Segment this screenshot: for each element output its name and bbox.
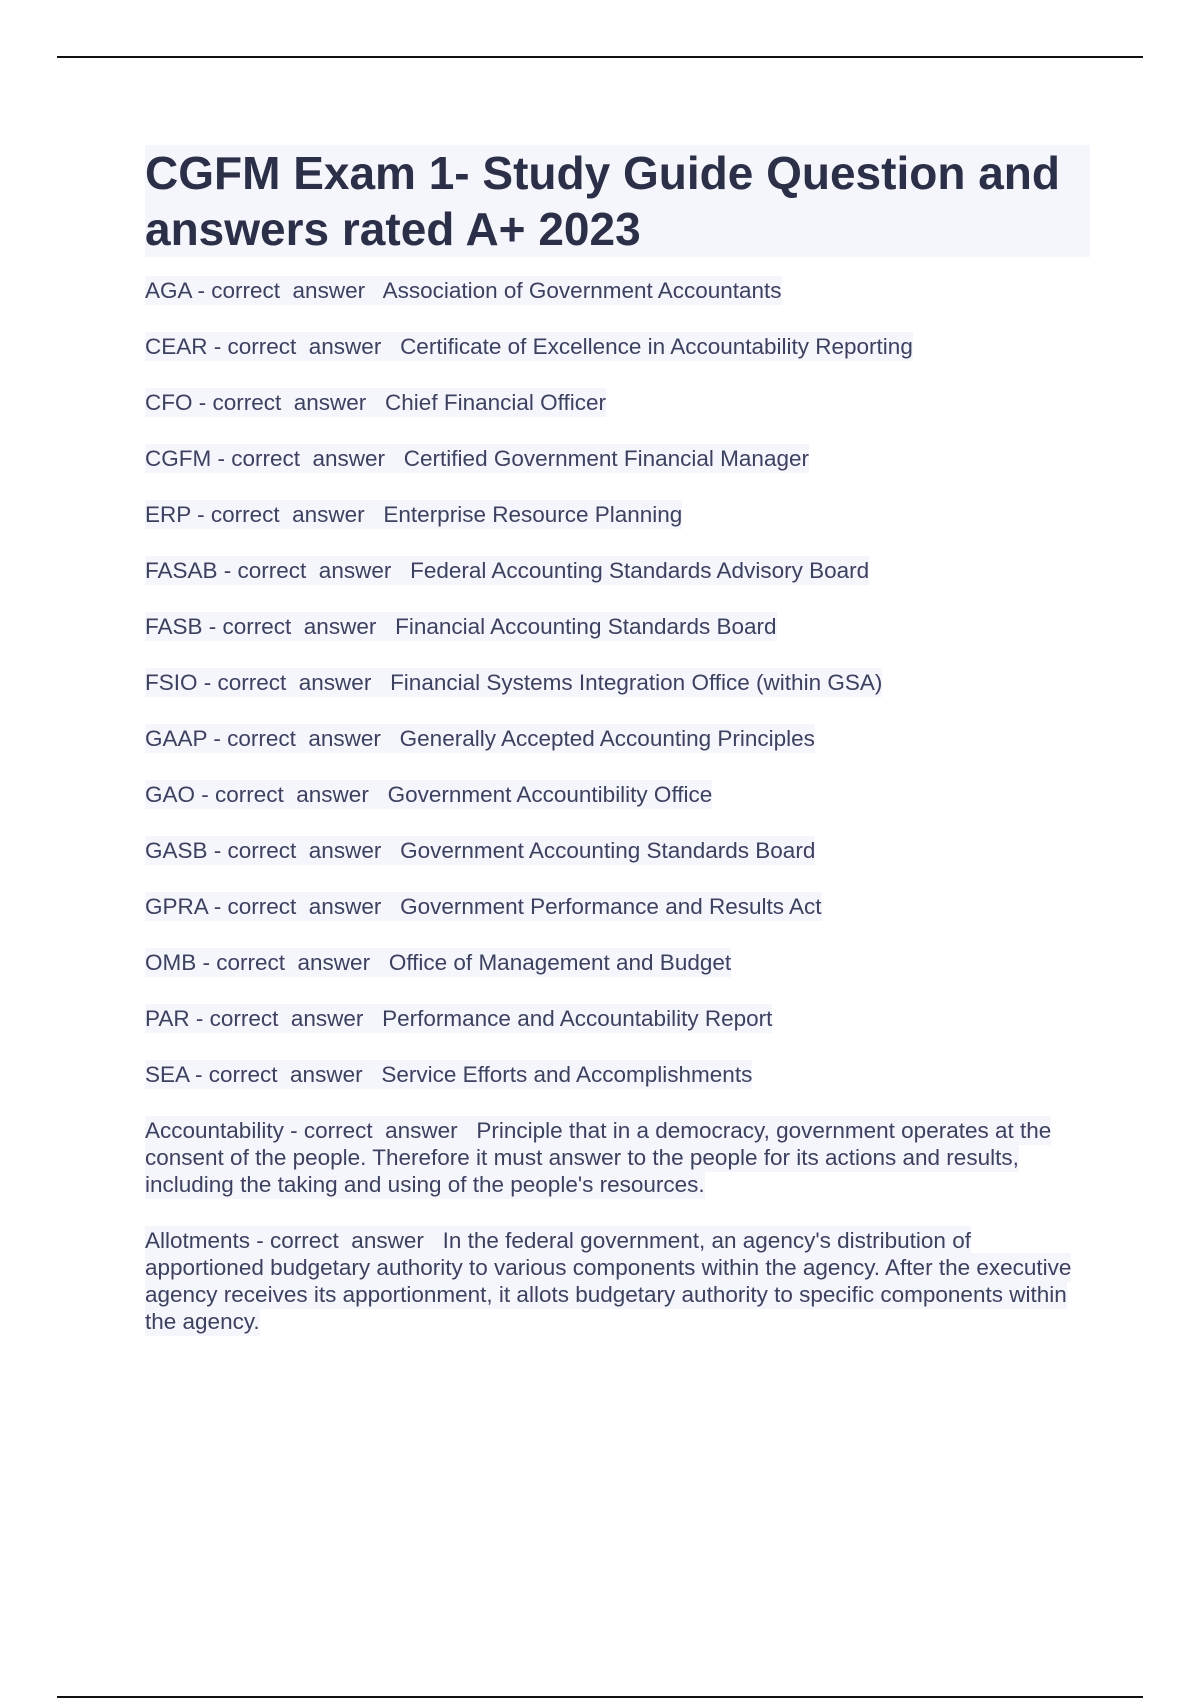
entry-term: AGA xyxy=(145,278,192,303)
qa-entry xyxy=(145,501,1090,529)
qa-entry xyxy=(145,557,1090,585)
entry-separator: - correct answer xyxy=(192,390,386,415)
entry-separator: - correct answer xyxy=(217,558,411,583)
qa-entry xyxy=(145,669,1090,697)
entry-separator: - correct answer xyxy=(207,334,401,359)
qa-entry xyxy=(145,1227,1090,1335)
entry-separator: - correct answer xyxy=(202,614,396,639)
entry-term: CFO xyxy=(145,390,193,415)
qa-entry xyxy=(145,445,1090,473)
entry-separator: - correct answer xyxy=(207,894,401,919)
entry-separator: - correct answer xyxy=(283,1118,477,1143)
entry-term: SEA xyxy=(145,1062,189,1087)
entry-separator: - correct answer xyxy=(207,838,401,863)
qa-entry xyxy=(145,277,1090,305)
entry-separator: - correct answer xyxy=(195,782,388,807)
qa-entry xyxy=(145,725,1090,753)
qa-entry xyxy=(145,1117,1090,1198)
entry-definition: Financial Accounting Standards Board xyxy=(395,614,777,639)
entry-term: GPRA xyxy=(145,894,208,919)
entry-separator: - correct answer xyxy=(207,726,400,751)
entry-definition: Principle that in a democracy, government operates at the consent of the people. Therefore it must answer to the people for its actions and results, including the taking and using of the people's resources. xyxy=(145,1118,1052,1197)
qa-entry xyxy=(145,1061,1090,1089)
entry-separator: - correct answer xyxy=(250,1228,443,1253)
document-body xyxy=(145,145,1090,1364)
entry-definition: Generally Accepted Accounting Principles xyxy=(399,726,815,751)
qa-entry xyxy=(145,949,1090,977)
qa-entry xyxy=(145,837,1090,865)
entry-term: GAAP xyxy=(145,726,208,751)
entry-term: OMB xyxy=(145,950,197,975)
entry-definition: Service Efforts and Accomplishments xyxy=(381,1062,753,1087)
entry-definition: Certificate of Excellence in Accountability Reporting xyxy=(400,334,913,359)
entry-definition: Financial Systems Integration Office (within GSA) xyxy=(390,670,883,695)
entry-term: Allotments xyxy=(145,1228,251,1253)
qa-entry xyxy=(145,613,1090,641)
qa-entry xyxy=(145,333,1090,361)
entry-term: CGFM xyxy=(145,446,212,471)
entry-term: Accountability xyxy=(145,1118,284,1143)
entry-term: FSIO xyxy=(145,670,198,695)
entry-definition: Federal Accounting Standards Advisory Board xyxy=(410,558,870,583)
top-divider xyxy=(57,56,1143,58)
qa-entry xyxy=(145,389,1090,417)
entry-definition: Government Performance and Results Act xyxy=(400,894,822,919)
entry-definition: Chief Financial Officer xyxy=(385,390,606,415)
bottom-divider xyxy=(57,1696,1143,1698)
entry-separator: - correct answer xyxy=(190,502,384,527)
entry-definition: In the federal government, an agency's distribution of apportioned budgetary authority to various components within the agency. After the executive agency receives its apportionment, it allots budgetary authority to specific components within the agency. xyxy=(145,1228,1072,1334)
entry-definition: Government Accountibility Office xyxy=(387,782,713,807)
entry-term: GAO xyxy=(145,782,196,807)
entry-term: FASAB xyxy=(145,558,218,583)
entry-definition: Government Accounting Standards Board xyxy=(400,838,816,863)
entry-term: FASB xyxy=(145,614,203,639)
entry-definition: Certified Government Financial Manager xyxy=(403,446,809,471)
entry-separator: - correct answer xyxy=(188,1062,382,1087)
entry-term: GASB xyxy=(145,838,208,863)
entry-term: PAR xyxy=(145,1006,190,1031)
entry-definition: Office of Management and Budget xyxy=(388,950,732,975)
qa-entry xyxy=(145,893,1090,921)
entry-definition: Association of Government Accountants xyxy=(382,278,782,303)
entry-definition: Performance and Accountability Report xyxy=(382,1006,773,1031)
entry-separator: - correct answer xyxy=(196,950,389,975)
entry-term: ERP xyxy=(145,502,191,527)
entry-definition: Enterprise Resource Planning xyxy=(383,502,683,527)
entry-separator: - correct answer xyxy=(197,670,391,695)
qa-entry xyxy=(145,781,1090,809)
entry-separator: - correct answer xyxy=(189,1006,383,1031)
entry-separator: - correct answer xyxy=(191,278,383,303)
qa-entry xyxy=(145,1005,1090,1033)
entry-term: CEAR xyxy=(145,334,208,359)
page-title: CGFM Exam 1- Study Guide Question and answers rated A+ 2023 xyxy=(145,145,1090,257)
qa-list xyxy=(145,277,1090,1335)
entry-separator: - correct answer xyxy=(211,446,404,471)
